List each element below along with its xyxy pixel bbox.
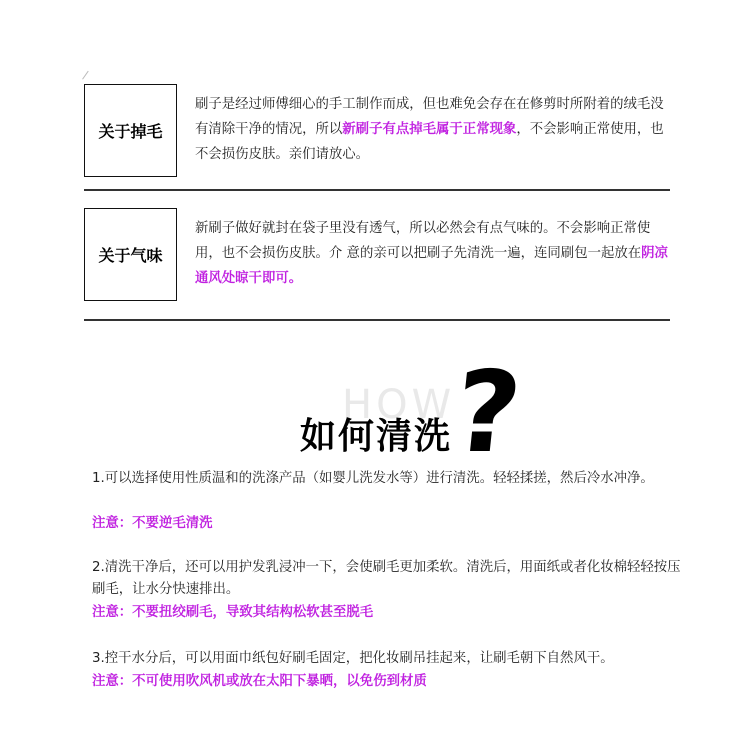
section-label-odor: 关于气味 bbox=[84, 208, 177, 301]
step-3-text: 3.控干水分后，可以用面巾纸包好刷毛固定，把化妆刷吊挂起来，让刷毛朝下自然风干。 bbox=[92, 651, 614, 666]
step-1-text: 1.可以选择使用性质温和的洗涤产品（如婴儿洗发水等）进行清洗。轻轻揉搓，然后冷水冲净。 bbox=[92, 471, 654, 486]
section-shedding bbox=[84, 84, 670, 178]
section-label-shedding: 关于掉毛 bbox=[84, 84, 177, 177]
page-title: 如何清洗 bbox=[300, 416, 453, 457]
step-2-text: 2.清洗干净后，还可以用护发乳浸冲一下，会使刷毛更加柔软。清洗后，用面纸或者化妆棉轻轻按压刷毛，让水分快速排出。 bbox=[92, 560, 681, 597]
how-watermark: HOW bbox=[342, 382, 456, 428]
section-text-shedding bbox=[195, 92, 675, 167]
step-3-note: 注意：不可使用吹风机或放在太阳下暴晒，以免伤到材质 bbox=[92, 674, 427, 689]
divider-1 bbox=[84, 189, 670, 191]
section-text-shedding-before: 刷子是经过师傅细心的手工制作而成，但也难免会存在在修剪时所附着的绒毛没有清除干净的情况，所以 bbox=[195, 97, 664, 137]
step-2-note: 注意：不要扭绞刷毛，导致其结构松软甚至脱毛 bbox=[92, 605, 374, 620]
section-odor bbox=[84, 208, 670, 302]
section-text-odor bbox=[195, 216, 675, 291]
section-highlight-shedding: 新刷子有点掉毛属于正常现象 bbox=[342, 122, 517, 137]
section-text-shedding-after: ，不会影响正常使用，也不会损伤皮肤。亲们请放心。 bbox=[195, 122, 664, 162]
section-text-odor-before: 新刷子做好就封在袋子里没有透气，所以必然会有点气味的。不会影响正常使用，也不会损伤皮肤。介 意的亲可以把刷子先清洗一遍，连同刷包一起放在 bbox=[195, 221, 651, 261]
divider-2 bbox=[84, 319, 670, 321]
question-mark-icon: ? bbox=[448, 348, 527, 478]
section-highlight-odor: 阴凉通风处晾干即可。 bbox=[195, 246, 668, 286]
step-1-note: 注意：不要逆毛清洗 bbox=[92, 516, 213, 531]
